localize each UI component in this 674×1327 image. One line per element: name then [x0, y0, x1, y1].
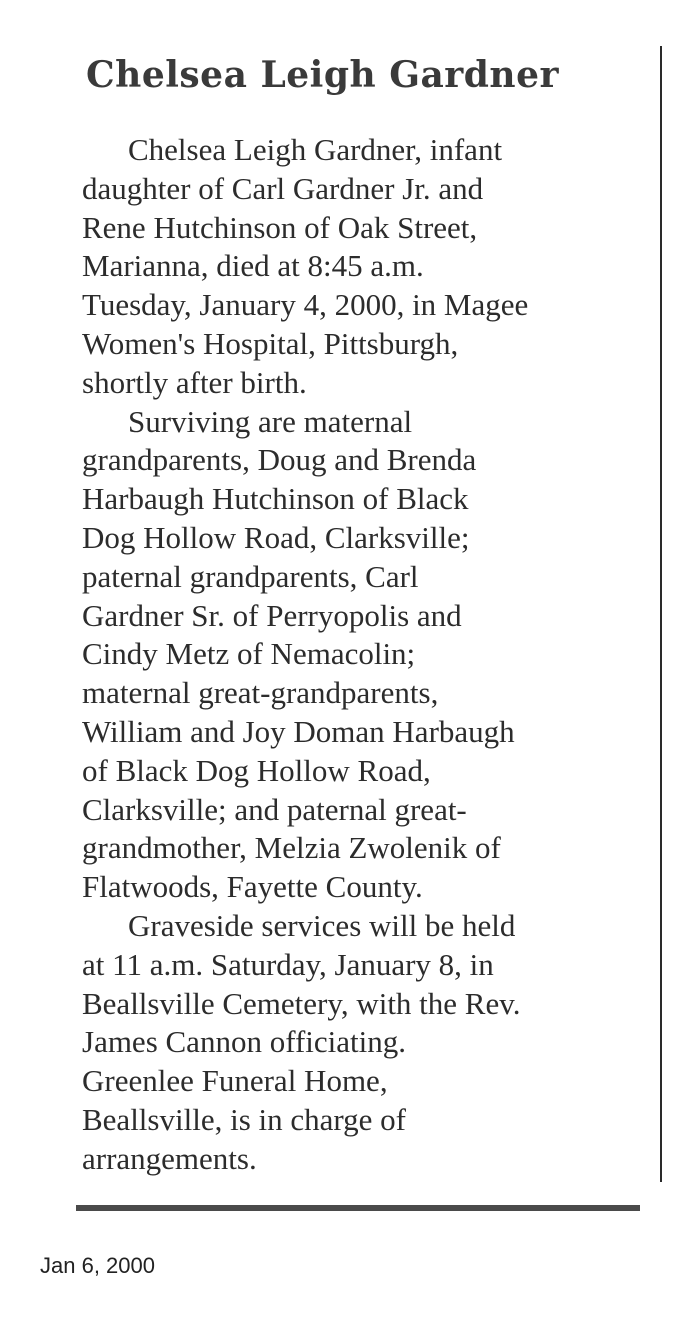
column-rule	[660, 46, 662, 1182]
services-paragraph: Graveside services will be held at 11 a.m. Saturday, January 8, in Beallsville Cemetery, with the Rev. James Cannon officiating. Greenlee Funeral Home, Beallsville, is in charge of arrangements.	[82, 907, 521, 1176]
obituary-headline: Chelsea Leigh Gardner	[86, 54, 559, 96]
death-notice-paragraph: Chelsea Leigh Gardner, infant daughter of Carl Gardner Jr. and Rene Hutchinson of Oak Street, Marianna, died at 8:45 a.m. Tuesday, January 4, 2000, in Magee Women's Hospital, Pittsburgh, shortly after birth.	[82, 132, 529, 400]
clipping-date: Jan 6, 2000	[40, 1253, 155, 1278]
obituary-body	[82, 131, 652, 1179]
bottom-rule	[76, 1205, 640, 1211]
survivors-paragraph: Surviving are maternal grandparents, Doug and Brenda Harbaugh Hutchinson of Black Dog Hollow Road, Clarksville; paternal grandparents, Carl Gardner Sr. of Perryopolis and Cindy Metz of Nemacolin; maternal great-grandparents, William and Joy Doman Harbaugh of Black Dog Hollow Road, Clarksville; and paternal great- grandmother, Melzia Zwolenik of Flatwoods, Fayette County.	[82, 403, 515, 905]
